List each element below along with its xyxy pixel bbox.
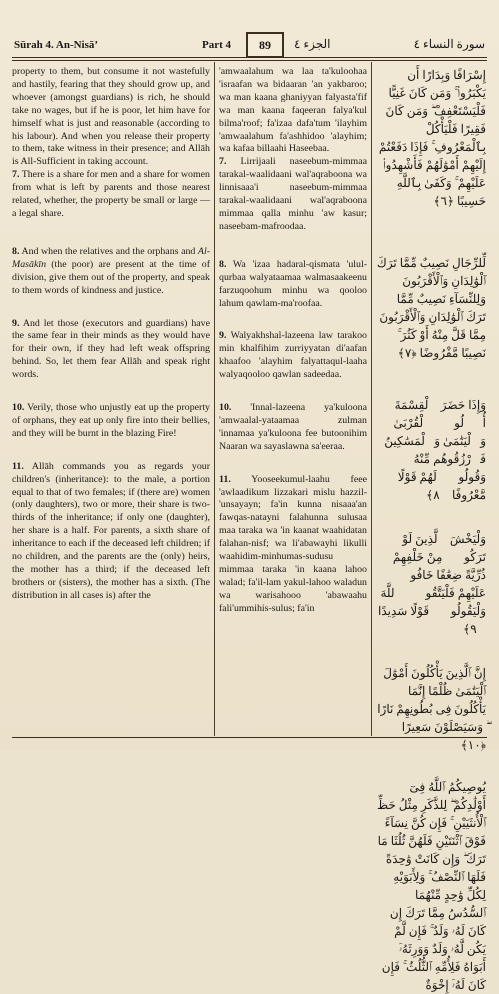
arabic-verse-6: إِسْرَافًا وَبِدَارًا أَن يَكْبَرُوا۟ ۚ وَمَن كَانَ غَنِيًّا فَلْيَسْتَعْفِفْ ۖ وَمَن كَانَ فَقِيرًا فَلْيَأْكُلْ بِٱلْمَعْرُوفِ ۚ فَإِذَا دَفَعْتُمْ إِلَيْهِمْ أَمْوَٰلَهُمْ فَأَشْهِدُوا۟ عَلَيْهِمْ ۚ وَكَفَىٰ بِٱللَّهِ حَسِيبًا ﴿٦﴾ xyxy=(378,68,486,208)
english-column xyxy=(12,66,210,732)
english-verse-9 xyxy=(12,318,210,383)
verse-number: 11. xyxy=(12,460,24,472)
verse-text: And let those (executors and guardians) have the same fear in their minds as they would have for their own, if they had left weak offspring behind. So, let them fear Allāh and speak right words. xyxy=(12,317,210,381)
translit-verse-8 xyxy=(219,259,367,311)
english-verse-7 xyxy=(12,169,210,221)
footer-rule xyxy=(12,737,487,738)
verse-number: 10. xyxy=(12,402,25,414)
verse-text: Lirrijaali naseebum-mimmaa tarakal-waalidaani wal'aqraboona wa linnisaaa'i naseebum-mimmaa tarakal-waalidaani wal'aqraboona mimmaa qalla minhu 'aw kasur; naseebam-mafroodaa. xyxy=(219,156,367,232)
translit-verse-11 xyxy=(219,474,367,616)
arabic-column xyxy=(376,66,486,992)
translit-verse-6-continued: 'amwaalahum wa laa ta'kuloohaa 'israafan wa bidaaran 'an yakbaroo; wa man kaana ghaniyyan falyasta'fif wa man kaana faqeeran falya'kul bilma'roof; fa'izaa dafa'tum 'ilayhim 'amwaalahum fa'ashhidoo 'alayhim; wa kafaa billaahi Haseebaa. xyxy=(219,66,367,155)
verse-text: Allāh commands you as regards your children's (inheritance): to the male, a portion equal to that of two females; if (there are) women (only daughters), two or more, their share is two-thirds of the inheritance; if only one (daughter), her share is a half. For parents, a sixth share of inheritance to each if the deceased left children; if no children, and the parents are the (only) heirs, the mother has a third; if the deceased left brothers or (sisters), the mother has a sixth. (The distribution in all cases is) after the xyxy=(12,460,210,601)
verse-number: 7. xyxy=(219,156,227,168)
header-rule xyxy=(12,57,487,58)
arabic-verse-8: وَإِذَا حَضَرَ ٱلْقِسْمَةَ أُو۟لُوا۟ ٱلْقُرْبَىٰ وَٱلْيَتَٰمَىٰ وَٱلْمَسَٰكِينُ فَٱرْزُقُوهُم مِّنْهُ وَقُولُوا۟ لَهُمْ قَوْلًا مَّعْرُوفًا ﴿٨﴾ xyxy=(384,398,486,502)
verse-text: Wa 'izaa hadaral-qismata 'ulul-qurbaa walyataamaa walmasaakeenu farzuqoohum minhu wa qooloo lahum qawlam-ma'roofaa. xyxy=(219,258,367,309)
verse-text: (the poor) are present at the time of division, give them out of the property, and speak to them words of kindness and justice. xyxy=(12,258,210,296)
arabic-verse-10: إِنَّ ٱلَّذِينَ يَأْكُلُونَ أَمْوَٰلَ ٱلْيَتَٰمَىٰ ظُلْمًا إِنَّمَا يَأْكُلُونَ فِى بُطُونِهِمْ نَارًا ۖ وَسَيَصْلَوْنَ سَعِيرًا ﴿١٠﴾ xyxy=(377,666,486,752)
verse-number: 8. xyxy=(219,258,227,270)
column-divider xyxy=(371,62,372,736)
verse-text: Yooseekumul-laahu feee 'awlaadikum lizzakari mislu hazzil-'unsayayn; fa'in kunna nisaaa'an fawqas-nataynі falahunna sulusaa maa taraka wa 'in kaanat waahidatan falahan-nisf; wa li'abawayhi likulli waahidim-minhumas-sudusu mimmaa taraka 'in kaana lahoo walad; fa'il-lam yakul-lahoo waladun wa warisahooo 'abawaahu fali'ummihis-sulus; fa'in xyxy=(219,473,367,614)
part-label: Part 4 xyxy=(202,39,232,51)
arabic-verse-9: وَلْيَخْشَ ٱلَّذِينَ لَوْ تَرَكُوا۟ مِنْ خَلْفِهِمْ ذُرِّيَّةً ضِعَٰفًا خَافُوا۟ عَلَيْهِمْ فَلْيَتَّقُوا۟ ٱللَّهَ وَلْيَقُولُوا۟ قَوْلًا سَدِيدًا ﴿٩﴾ xyxy=(378,532,486,636)
verse-number: 11. xyxy=(219,473,231,485)
english-verse-11 xyxy=(12,461,210,603)
translit-verse-9 xyxy=(219,330,367,382)
arabic-verse-7: لِّلرِّجَالِ نَصِيبٌ مِّمَّا تَرَكَ ٱلْوَٰلِدَانِ وَٱلْأَقْرَبُونَ وَلِلنِّسَآءِ نَصِيبٌ مِّمَّا تَرَكَ ٱلْوَٰلِدَانِ وَٱلْأَقْرَبُونَ مِمَّا قَلَّ مِنْهُ أَوْ كَثُرَ ۚ نَصِيبًا مَّفْرُوضًا ﴿٧﴾ xyxy=(376,256,486,360)
english-verse-10 xyxy=(12,402,210,441)
page-header xyxy=(14,32,485,56)
header-rule-double xyxy=(12,60,487,61)
juz-label-arabic: الجزء ٤ xyxy=(294,37,331,51)
verse-number: 9. xyxy=(12,317,20,329)
verse-number: 8. xyxy=(12,245,20,257)
translit-verse-10 xyxy=(219,402,367,454)
surah-title-arabic: سورة النساء ٤ xyxy=(413,37,485,51)
verse-text: And when the relatives and the orphans and xyxy=(19,245,198,257)
translit-verse-7 xyxy=(219,156,367,233)
verse-term: Al-Masākīn xyxy=(12,245,210,270)
english-verse-8 xyxy=(12,246,210,298)
verse-text: There is a share for men and a share for women from what is left by parents and those nearest related, whether, the property be small or large — a legal share. xyxy=(12,169,210,219)
arabic-verse-11: يُوصِيكُمُ ٱللَّهُ فِىٓ أَوْلَٰدِكُمْ ۖ لِلذَّكَرِ مِثْلُ حَظِّ ٱلْأُنثَيَيْنِ ۚ فَإِن كُنَّ نِسَآءً فَوْقَ ٱثْنَتَيْنِ فَلَهُنَّ ثُلُثَا مَا تَرَكَ ۖ وَإِن كَانَتْ وَٰحِدَةً فَلَهَا ٱلنِّصْفُ ۚ وَلِأَبَوَيْهِ لِكُلِّ وَٰحِدٍ مِّنْهُمَا ٱلسُّدُسُ مِمَّا تَرَكَ إِن كَانَ لَهُۥ وَلَدٌ ۚ فَإِن لَّمْ يَكُن لَّهُۥ وَلَدٌ وَوَرِثَهُۥٓ أَبَوَاهُ فَلِأُمِّهِ ٱلثُّلُثُ ۚ فَإِن كَانَ لَهُۥٓ إِخْوَةٌ xyxy=(377,780,486,992)
verse-text: 'Innal-lazeena ya'kuloona 'amwaalal-yataamaa zulman 'innamaa ya'kuloona fee butoonihim Naaran wa sayaslawna sa'eeraa. xyxy=(219,402,367,452)
verse-number: 7. xyxy=(12,169,20,181)
verse-number: 10. xyxy=(219,402,232,414)
english-verse-6-continued: property to them, but consume it not wastefully and hastily, fearing that they should grow up, and whoever (amongst guardians) is rich, he should take no wages, but if he is poor, let him have for himself what is just and reasonable (according to his labour). And when you release their property to them, take witness in their presence; and Allāh is All-Sufficient in taking account. xyxy=(12,66,210,168)
verse-text: Walyakhshal-lazeena law tarakoo min khalfihim zurriyyatan di'aafan khaafoo 'alayhim falyattaqul-laaha walyaqooloo qawlan sadeedaa. xyxy=(219,330,367,381)
transliteration-column xyxy=(219,66,367,732)
surah-title-english: Sūrah 4. An-Nisā’ xyxy=(14,39,99,51)
page-number: 89 xyxy=(246,32,284,58)
column-divider xyxy=(214,62,215,736)
verse-number: 9. xyxy=(219,330,227,342)
verse-text: Verily, those who unjustly eat up the property of orphans, they eat up only fire into their bellies, and they will be burnt in the blazing Fire! xyxy=(12,402,210,439)
